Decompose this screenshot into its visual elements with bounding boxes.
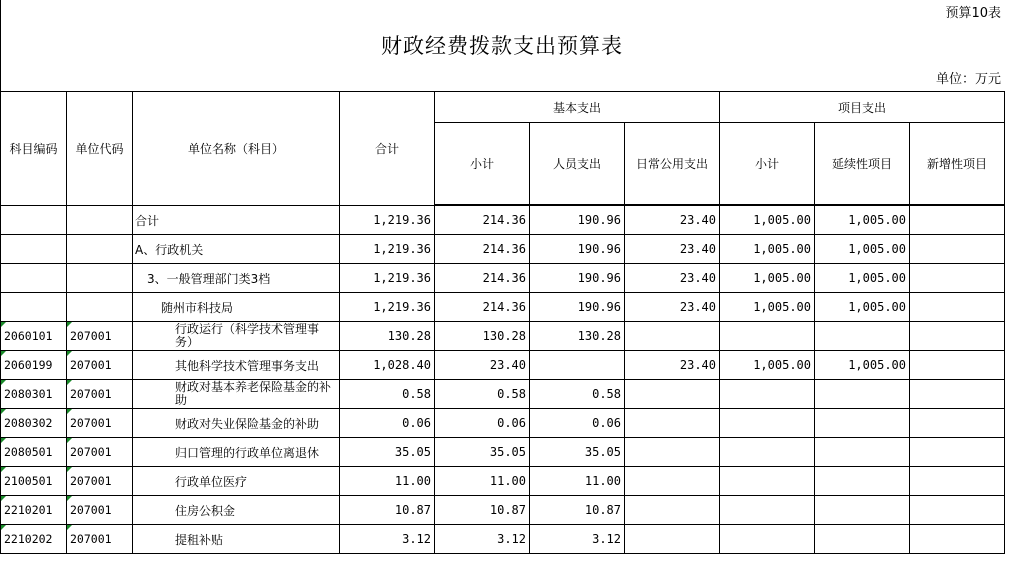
table-row bbox=[1, 380, 1005, 409]
basic-subtotal-cell[interactable]: 214.36 bbox=[435, 264, 530, 293]
header-unit-code[interactable]: 单位代码 bbox=[67, 92, 133, 206]
table-row bbox=[1, 467, 1005, 496]
personnel-cell[interactable]: 190.96 bbox=[530, 235, 625, 264]
subject-code-cell[interactable] bbox=[1, 264, 67, 293]
table-row bbox=[1, 264, 1005, 293]
new-project-cell[interactable] bbox=[910, 496, 1005, 525]
unit-code-cell[interactable] bbox=[67, 293, 133, 322]
unit-name-cell[interactable]: 提租补贴 bbox=[133, 525, 340, 554]
continuing-cell[interactable] bbox=[815, 496, 910, 525]
continuing-cell[interactable]: 1,005.00 bbox=[815, 206, 910, 235]
personnel-cell[interactable]: 190.96 bbox=[530, 293, 625, 322]
total-cell[interactable]: 3.12 bbox=[340, 525, 435, 554]
total-cell[interactable]: 35.05 bbox=[340, 438, 435, 467]
new-project-cell[interactable] bbox=[910, 438, 1005, 467]
table-row bbox=[1, 293, 1005, 322]
header-continuing[interactable]: 延续性项目 bbox=[815, 123, 910, 205]
subject-code-cell[interactable] bbox=[1, 235, 67, 264]
continuing-cell[interactable]: 1,005.00 bbox=[815, 293, 910, 322]
continuing-cell[interactable] bbox=[815, 467, 910, 496]
basic-subtotal-cell[interactable]: 214.36 bbox=[435, 206, 530, 235]
header-daily-public[interactable]: 日常公用支出 bbox=[625, 123, 720, 205]
basic-subtotal-cell[interactable]: 0.58 bbox=[435, 380, 530, 409]
continuing-cell[interactable] bbox=[815, 525, 910, 554]
unit-code-cell[interactable]: 207001 bbox=[67, 438, 133, 467]
new-project-cell[interactable] bbox=[910, 206, 1005, 235]
daily-public-cell[interactable]: 23.40 bbox=[625, 206, 720, 235]
personnel-cell[interactable]: 190.96 bbox=[530, 264, 625, 293]
unit-code-cell[interactable]: 207001 bbox=[67, 351, 133, 380]
unit-name-cell[interactable]: 行政单位医疗 bbox=[133, 467, 340, 496]
total-cell[interactable]: 1,219.36 bbox=[340, 264, 435, 293]
personnel-cell[interactable]: 10.87 bbox=[530, 496, 625, 525]
continuing-cell[interactable]: 1,005.00 bbox=[815, 235, 910, 264]
personnel-cell[interactable]: 11.00 bbox=[530, 467, 625, 496]
project-subtotal-cell[interactable] bbox=[720, 409, 815, 438]
table-row bbox=[1, 235, 1005, 264]
new-project-cell[interactable] bbox=[910, 351, 1005, 380]
basic-subtotal-cell[interactable]: 10.87 bbox=[435, 496, 530, 525]
table-row bbox=[1, 438, 1005, 467]
table-row bbox=[1, 322, 1005, 351]
new-project-cell[interactable] bbox=[910, 264, 1005, 293]
subject-code-cell[interactable]: 2080501 bbox=[1, 438, 67, 467]
new-project-cell[interactable] bbox=[910, 293, 1005, 322]
new-project-cell[interactable] bbox=[910, 525, 1005, 554]
unit-code-cell[interactable]: 207001 bbox=[67, 496, 133, 525]
project-subtotal-cell[interactable] bbox=[720, 525, 815, 554]
new-project-cell[interactable] bbox=[910, 467, 1005, 496]
continuing-cell[interactable] bbox=[815, 380, 910, 409]
unit-name-cell[interactable]: 随州市科技局 bbox=[133, 293, 340, 322]
total-cell[interactable]: 1,028.40 bbox=[340, 351, 435, 380]
daily-public-cell[interactable] bbox=[625, 322, 720, 351]
daily-public-cell[interactable]: 23.40 bbox=[625, 293, 720, 322]
continuing-cell[interactable] bbox=[815, 438, 910, 467]
basic-subtotal-cell[interactable]: 214.36 bbox=[435, 235, 530, 264]
total-cell[interactable]: 130.28 bbox=[340, 322, 435, 351]
basic-subtotal-cell[interactable]: 214.36 bbox=[435, 293, 530, 322]
unit-name-cell[interactable]: 住房公积金 bbox=[133, 496, 340, 525]
table-row bbox=[1, 351, 1005, 380]
page-title: 财政经费拨款支出预算表 bbox=[381, 34, 623, 58]
basic-subtotal-cell[interactable]: 35.05 bbox=[435, 438, 530, 467]
basic-subtotal-cell[interactable]: 23.40 bbox=[435, 351, 530, 380]
daily-public-cell[interactable] bbox=[625, 525, 720, 554]
subject-code-cell[interactable]: 2080301 bbox=[1, 380, 67, 409]
total-cell[interactable]: 1,219.36 bbox=[340, 293, 435, 322]
subject-code-cell[interactable]: 2210201 bbox=[1, 496, 67, 525]
subject-code-cell[interactable]: 2080302 bbox=[1, 409, 67, 438]
project-subtotal-cell[interactable] bbox=[720, 467, 815, 496]
daily-public-cell[interactable]: 23.40 bbox=[625, 351, 720, 380]
unit-code-cell[interactable]: 207001 bbox=[67, 322, 133, 351]
unit-code-cell[interactable]: 207001 bbox=[67, 467, 133, 496]
header-basic-expenditure[interactable]: 基本支出 bbox=[435, 92, 720, 123]
subject-code-cell[interactable]: 2060101 bbox=[1, 322, 67, 351]
subject-code-cell[interactable]: 2060199 bbox=[1, 351, 67, 380]
total-cell[interactable]: 0.06 bbox=[340, 409, 435, 438]
table-row bbox=[1, 525, 1005, 554]
daily-public-cell[interactable]: 23.40 bbox=[625, 264, 720, 293]
unit-name-cell[interactable]: 财政对失业保险基金的补助 bbox=[133, 409, 340, 438]
personnel-cell[interactable]: 35.05 bbox=[530, 438, 625, 467]
header-personnel[interactable]: 人员支出 bbox=[530, 123, 625, 205]
unit-code-cell[interactable]: 207001 bbox=[67, 380, 133, 409]
subject-code-cell[interactable] bbox=[1, 206, 67, 235]
unit-code-cell[interactable] bbox=[67, 235, 133, 264]
personnel-cell[interactable] bbox=[530, 351, 625, 380]
header-basic-subtotal[interactable]: 小计 bbox=[435, 123, 530, 205]
project-subtotal-cell[interactable] bbox=[720, 438, 815, 467]
basic-subtotal-cell[interactable]: 3.12 bbox=[435, 525, 530, 554]
total-cell[interactable]: 1,219.36 bbox=[340, 206, 435, 235]
header-total[interactable]: 合计 bbox=[340, 92, 435, 206]
unit-code-cell[interactable] bbox=[67, 264, 133, 293]
unit-name-cell[interactable]: 归口管理的行政单位离退休 bbox=[133, 438, 340, 467]
total-cell[interactable]: 11.00 bbox=[340, 467, 435, 496]
project-subtotal-cell[interactable]: 1,005.00 bbox=[720, 235, 815, 264]
unit-code-cell[interactable]: 207001 bbox=[67, 409, 133, 438]
continuing-cell[interactable] bbox=[815, 322, 910, 351]
new-project-cell[interactable] bbox=[910, 322, 1005, 351]
new-project-cell[interactable] bbox=[910, 380, 1005, 409]
personnel-cell[interactable]: 190.96 bbox=[530, 206, 625, 235]
project-subtotal-cell[interactable] bbox=[720, 496, 815, 525]
project-subtotal-cell[interactable]: 1,005.00 bbox=[720, 293, 815, 322]
project-subtotal-cell[interactable]: 1,005.00 bbox=[720, 264, 815, 293]
header-new-project[interactable]: 新增性项目 bbox=[910, 123, 1005, 205]
budget-table bbox=[0, 91, 1005, 554]
subject-code-cell[interactable]: 2100501 bbox=[1, 467, 67, 496]
total-cell[interactable]: 0.58 bbox=[340, 380, 435, 409]
personnel-cell[interactable]: 0.06 bbox=[530, 409, 625, 438]
table-row bbox=[1, 496, 1005, 525]
continuing-cell[interactable]: 1,005.00 bbox=[815, 264, 910, 293]
table-row bbox=[1, 409, 1005, 438]
daily-public-cell[interactable]: 23.40 bbox=[625, 235, 720, 264]
unit-name-cell[interactable]: 行政运行（科学技术管理事务） bbox=[133, 322, 340, 351]
daily-public-cell[interactable] bbox=[625, 496, 720, 525]
table-number-label: 预算10表 bbox=[945, 6, 1001, 21]
personnel-cell[interactable]: 0.58 bbox=[530, 380, 625, 409]
unit-name-cell[interactable]: 其他科学技术管理事务支出 bbox=[133, 351, 340, 380]
total-cell[interactable]: 1,219.36 bbox=[340, 235, 435, 264]
daily-public-cell[interactable] bbox=[625, 438, 720, 467]
header-subject-code[interactable]: 科目编码 bbox=[1, 92, 67, 206]
new-project-cell[interactable] bbox=[910, 409, 1005, 438]
unit-code-cell[interactable]: 207001 bbox=[67, 525, 133, 554]
budget-table-body bbox=[1, 206, 1005, 554]
daily-public-cell[interactable] bbox=[625, 380, 720, 409]
basic-subtotal-cell[interactable]: 130.28 bbox=[435, 322, 530, 351]
continuing-cell[interactable] bbox=[815, 409, 910, 438]
unit-label: 单位：万元 bbox=[935, 72, 1001, 87]
continuing-cell[interactable]: 1,005.00 bbox=[815, 351, 910, 380]
subject-code-cell[interactable] bbox=[1, 293, 67, 322]
new-project-cell[interactable] bbox=[910, 235, 1005, 264]
header-unit-name[interactable]: 单位名称（科目） bbox=[133, 92, 340, 206]
project-subtotal-cell[interactable]: 1,005.00 bbox=[720, 351, 815, 380]
unit-name-cell[interactable]: 合计 bbox=[133, 206, 340, 235]
daily-public-cell[interactable] bbox=[625, 467, 720, 496]
unit-name-cell[interactable]: 3、一般管理部门类3档 bbox=[133, 264, 340, 293]
unit-name-cell[interactable]: A、行政机关 bbox=[133, 235, 340, 264]
daily-public-cell[interactable] bbox=[625, 409, 720, 438]
unit-name-cell[interactable]: 财政对基本养老保险基金的补助 bbox=[133, 380, 340, 409]
project-subtotal-cell[interactable] bbox=[720, 322, 815, 351]
header-project-expenditure[interactable]: 项目支出 bbox=[720, 92, 1005, 123]
personnel-cell[interactable]: 130.28 bbox=[530, 322, 625, 351]
project-subtotal-cell[interactable]: 1,005.00 bbox=[720, 206, 815, 235]
header-project-subtotal[interactable]: 小计 bbox=[720, 123, 815, 205]
basic-subtotal-cell[interactable]: 11.00 bbox=[435, 467, 530, 496]
personnel-cell[interactable]: 3.12 bbox=[530, 525, 625, 554]
unit-code-cell[interactable] bbox=[67, 206, 133, 235]
project-subtotal-cell[interactable] bbox=[720, 380, 815, 409]
subject-code-cell[interactable]: 2210202 bbox=[1, 525, 67, 554]
total-cell[interactable]: 10.87 bbox=[340, 496, 435, 525]
basic-subtotal-cell[interactable]: 0.06 bbox=[435, 409, 530, 438]
table-row bbox=[1, 206, 1005, 235]
